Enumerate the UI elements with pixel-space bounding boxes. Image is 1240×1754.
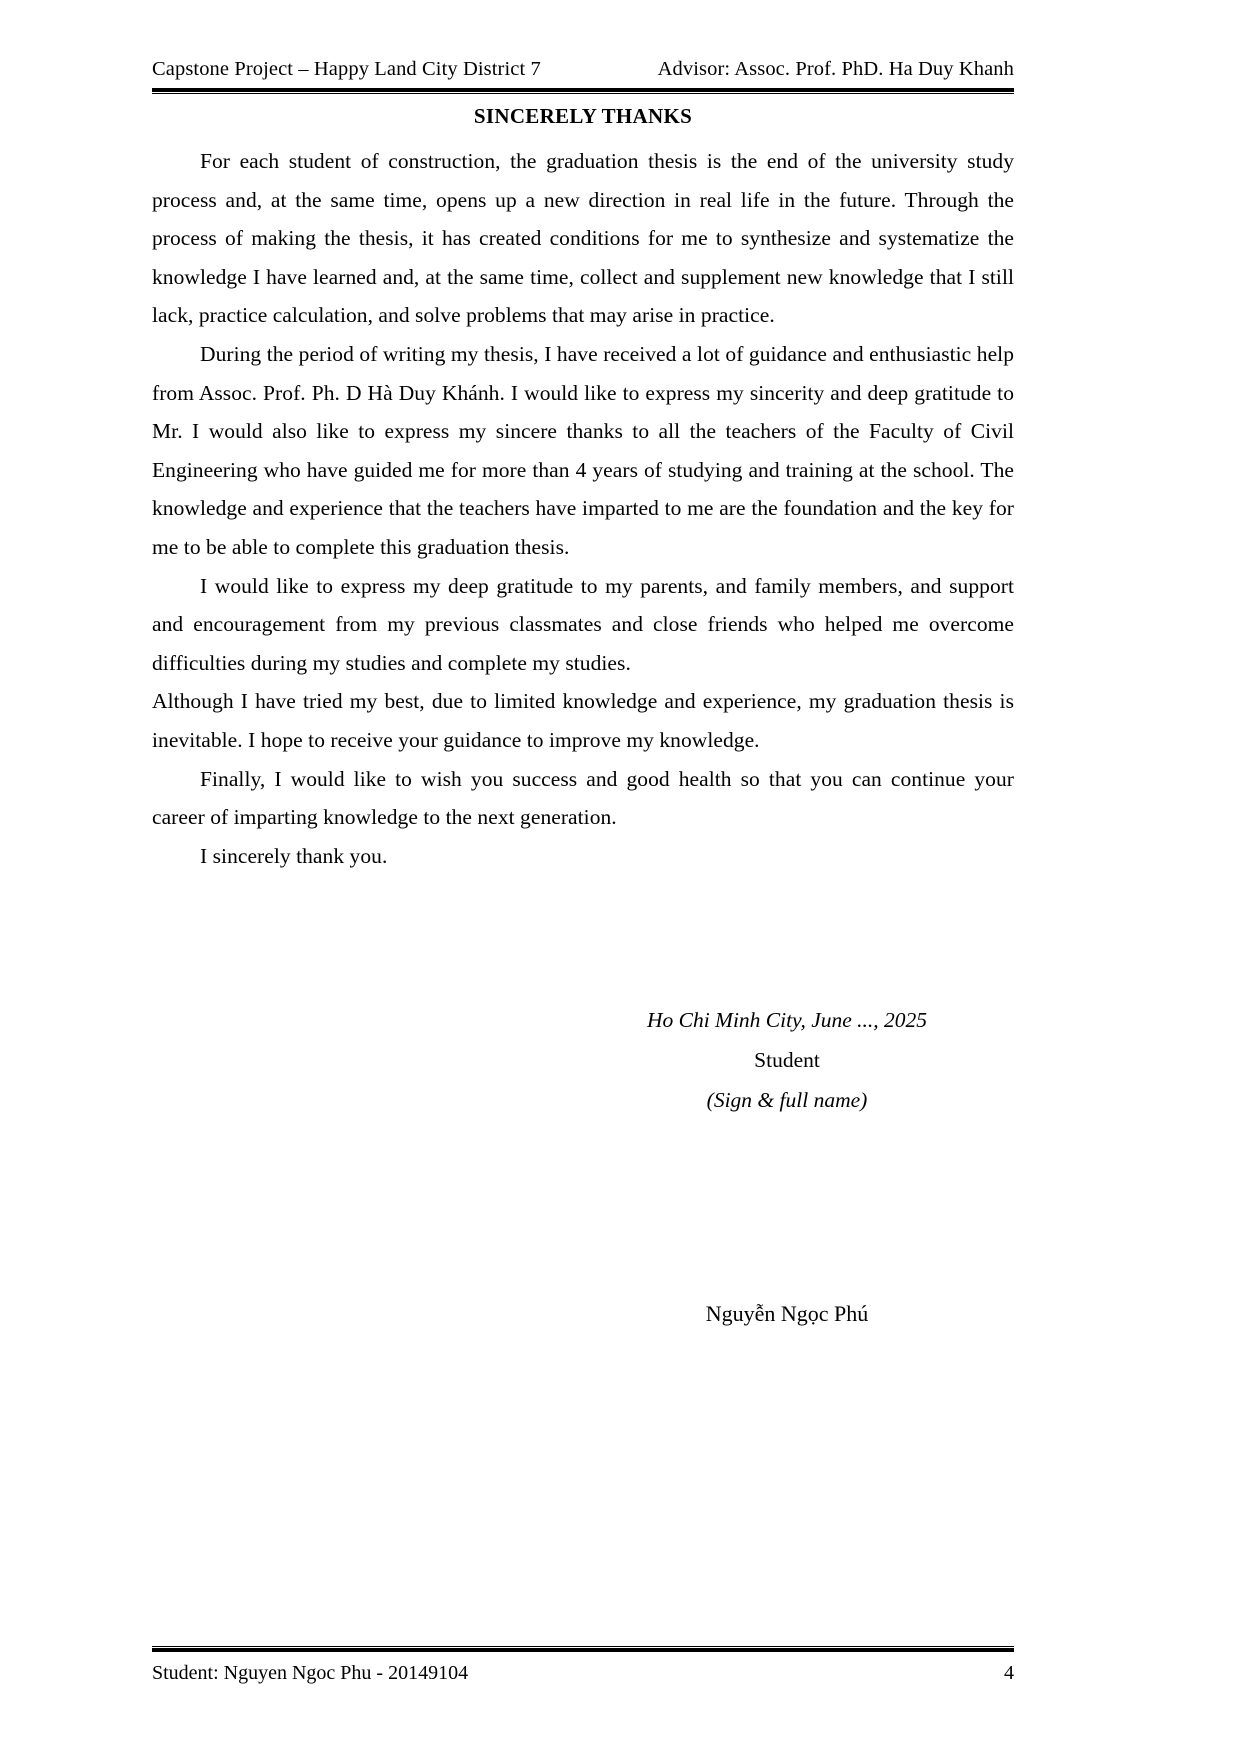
paragraph: I sincerely thank you. bbox=[200, 843, 388, 868]
header-advisor: Advisor: Assoc. Prof. PhD. Ha Duy Khanh bbox=[657, 58, 1014, 80]
paragraph: For each student of construction, the graduation thesis is the end of the university study process and, at the same time, opens up a new direction in real life in the future. Through the process of making the thesis, it has created conditions for me to synthesize and systematize the knowledge I have learned and, at the same time, collect and supplement new knowledge that I still lack, practice calculation, and solve problems that may arise in practice. bbox=[152, 149, 1014, 328]
paragraph: Although I have tried my best, due to limited knowledge and experience, my graduation thesis is inevitable. I hope to receive your guidance to improve my knowledge. bbox=[152, 689, 1014, 752]
header-project-title: Capstone Project – Happy Land City District 7 bbox=[152, 58, 541, 80]
footer-divider bbox=[152, 1646, 1014, 1652]
signature-instruction: (Sign & full name) bbox=[706, 1088, 868, 1112]
running-header bbox=[152, 58, 1014, 82]
footer-student-info: Student: Nguyen Ngoc Phu - 20149104 bbox=[152, 1662, 469, 1684]
signature-block bbox=[560, 1000, 1014, 1120]
running-footer bbox=[152, 1662, 1014, 1685]
signature-student-name: Nguyễn Ngọc Phú bbox=[705, 1301, 869, 1326]
paragraph: Finally, I would like to wish you success and good health so that you can continue your career of imparting knowledge to the next generation. bbox=[152, 766, 1014, 830]
paragraph: I would like to express my deep gratitude to my parents, and family members, and support and encouragement from my previous classmates and close friends who helped me overcome difficulties during my studies and complete my studies. bbox=[152, 573, 1014, 675]
paragraph: During the period of writing my thesis, I have received a lot of guidance and enthusiastic help from Assoc. Prof. Ph. D Hà Duy Khánh. I would like to express my sincerity and deep gratitude to Mr. I would also like to express my sincere thanks to all the teachers of the Faculty of Civil Engineering who have guided me for more than 4 years of studying and training at the school. The knowledge and experience that the teachers have imparted to me are the foundation and the key for me to be able to complete this graduation thesis. bbox=[152, 341, 1014, 559]
page-title: SINCERELY THANKS bbox=[473, 104, 693, 128]
document-body bbox=[152, 142, 1014, 875]
signature-role: Student bbox=[754, 1048, 820, 1072]
header-divider bbox=[152, 88, 1014, 94]
signature-place-date: Ho Chi Minh City, June ..., 2025 bbox=[646, 1008, 928, 1032]
header-divider-thin-line bbox=[152, 93, 1014, 94]
footer-page-number: 4 bbox=[1004, 1662, 1014, 1684]
footer-divider-thick-line bbox=[152, 1648, 1014, 1652]
